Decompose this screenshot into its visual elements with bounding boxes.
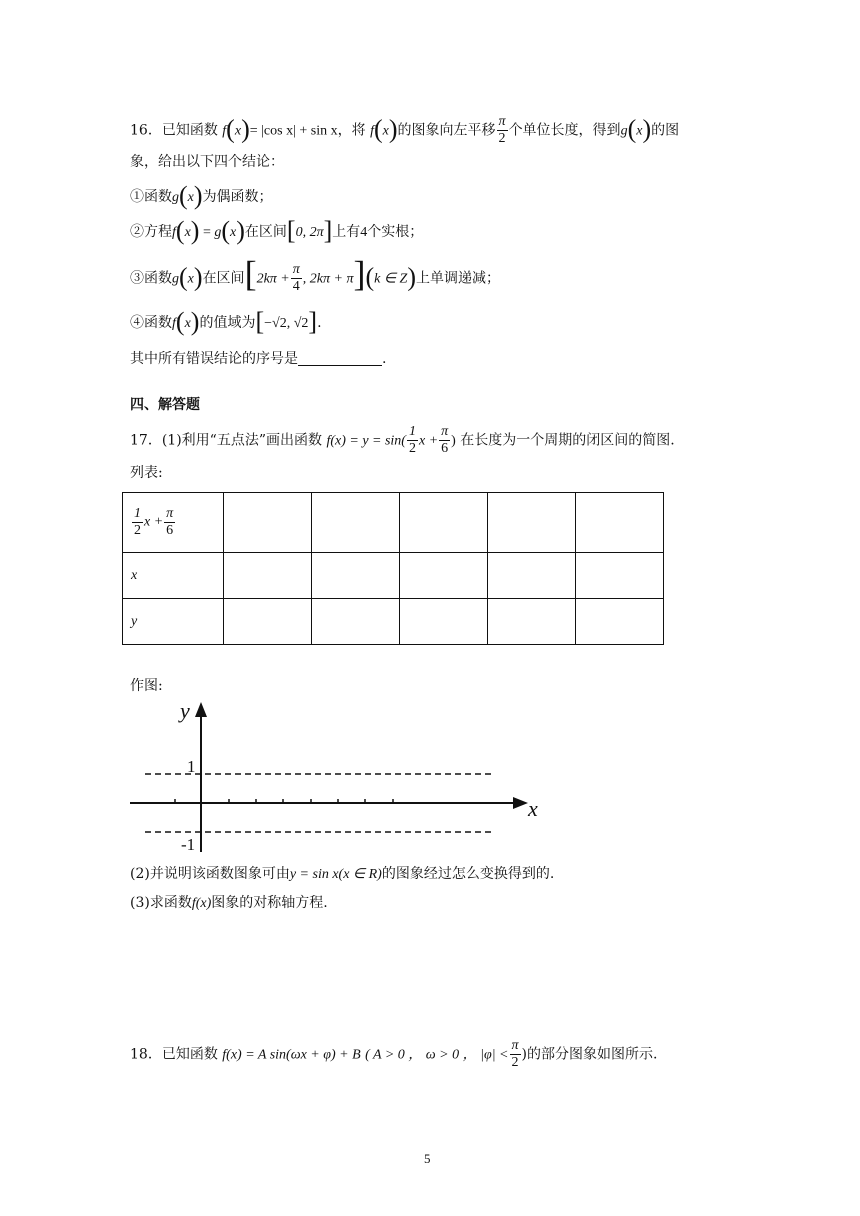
list-label: 列表: bbox=[130, 465, 163, 481]
q17-part1: 17．(1)利用“五点法”画出函数 f(x) = y = sin( $\frac{1}{2}$ x + $\frac{\pi}{6}$ ) 在长度为一个周期的闭区间的简图. bbox=[130, 424, 675, 456]
q16-text: 已知函数 bbox=[161, 122, 218, 139]
draw-label: 作图: bbox=[130, 678, 163, 694]
coordinate-axes bbox=[125, 698, 555, 858]
table-cell[interactable] bbox=[576, 599, 664, 645]
fraction-pi-6: $\frac{\pi}{6}$ bbox=[441, 424, 449, 456]
var-x: x bbox=[636, 123, 643, 139]
fraction-pi-2: $\frac{\pi}{2}$ bbox=[498, 114, 506, 146]
table-cell[interactable] bbox=[576, 493, 664, 553]
table-cell[interactable] bbox=[488, 493, 576, 553]
tick-label-neg-1: -1 bbox=[181, 835, 196, 854]
table-cell[interactable] bbox=[312, 553, 400, 599]
q16-line1: 16．已知函数 f(x)= |cos x| + sin x，将 f(x)的图象向左平移 $\frac{\pi}{2}$ 个单位长度，得到g(x)的图 bbox=[130, 114, 680, 146]
row-header-y: y bbox=[123, 599, 224, 645]
y-axis-label: y bbox=[180, 698, 190, 723]
q16-conclusion-2: ②方程f(x) = g(x)在区间[0, 2π]上有4个实根； bbox=[130, 216, 424, 245]
section-title: 四、解答题 bbox=[130, 397, 200, 413]
table-cell[interactable] bbox=[400, 553, 488, 599]
table-cell[interactable] bbox=[488, 599, 576, 645]
var-x: x bbox=[234, 123, 242, 139]
fraction-1-2: $\frac{1}{2}$ bbox=[408, 424, 416, 456]
q16-text: 的图象向左平移 bbox=[397, 122, 496, 139]
page-number: 5 bbox=[424, 1151, 431, 1166]
q16-conclusion-4: ④函数f(x)的值域为[−√2, √2]. bbox=[130, 307, 322, 336]
tick-label-1: 1 bbox=[187, 757, 196, 776]
table-cell[interactable] bbox=[224, 493, 312, 553]
table-cell[interactable] bbox=[488, 553, 576, 599]
y-axis-arrow bbox=[195, 702, 207, 717]
table-cell[interactable] bbox=[312, 599, 400, 645]
q17-part3: (3)求函数f(x)图象的对称轴方程. bbox=[130, 895, 328, 911]
table-cell[interactable] bbox=[224, 599, 312, 645]
x-axis-label: x bbox=[528, 796, 538, 821]
row-header-x: x bbox=[123, 553, 224, 599]
table-row bbox=[123, 553, 664, 599]
q16-conclusion-3: ③函数g(x)在区间[2kπ + $\frac{\pi}{4}$ , 2kπ + π](k ∈ Z)上单调递减； bbox=[130, 253, 501, 294]
q16-text: 的图 bbox=[651, 122, 680, 139]
table-cell[interactable] bbox=[576, 553, 664, 599]
q16-ask: 其中所有错误结论的序号是 . bbox=[130, 351, 387, 367]
q16-text: 个单位长度，得到 bbox=[508, 122, 621, 139]
answer-blank[interactable] bbox=[298, 351, 382, 366]
table-row bbox=[123, 493, 664, 553]
q17-part2: (2)并说明该函数图象可由y = sin x(x ∈ R)的图象经过怎么变换得到的. bbox=[130, 866, 555, 882]
q16-line2: 象，给出以下四个结论： bbox=[130, 154, 284, 170]
table-row bbox=[123, 599, 664, 645]
x-axis-arrow bbox=[513, 797, 528, 809]
q16-number: 16． bbox=[130, 122, 162, 139]
q16-expr: = |cos x| + sin x bbox=[249, 123, 338, 139]
func-f: f bbox=[222, 123, 227, 139]
fraction-pi-4: $\frac{\pi}{4}$ bbox=[292, 262, 300, 294]
q16-text: ，将 bbox=[337, 122, 366, 139]
fraction-pi-2: $\frac{\pi}{2}$ bbox=[511, 1038, 519, 1070]
table-cell[interactable] bbox=[224, 553, 312, 599]
table-cell[interactable] bbox=[400, 493, 488, 553]
q18-line: 18．已知函数 f(x) = A sin(ωx + φ) + B ( A > 0 ， ω > 0 ， |φ| < $\frac{\pi}{2}$ )的部分图象如图所示. bbox=[130, 1038, 658, 1070]
func-f: f bbox=[370, 123, 374, 139]
row-header-phase: $\frac{1}{2}$ x + $\frac{\pi}{6}$ bbox=[123, 493, 224, 553]
five-point-table bbox=[122, 492, 664, 645]
table-cell[interactable] bbox=[312, 493, 400, 553]
table-cell[interactable] bbox=[400, 599, 488, 645]
var-x: x bbox=[382, 123, 389, 139]
q16-conclusion-1: ①函数g(x)为偶函数； bbox=[130, 181, 273, 210]
func-g: g bbox=[620, 123, 628, 139]
